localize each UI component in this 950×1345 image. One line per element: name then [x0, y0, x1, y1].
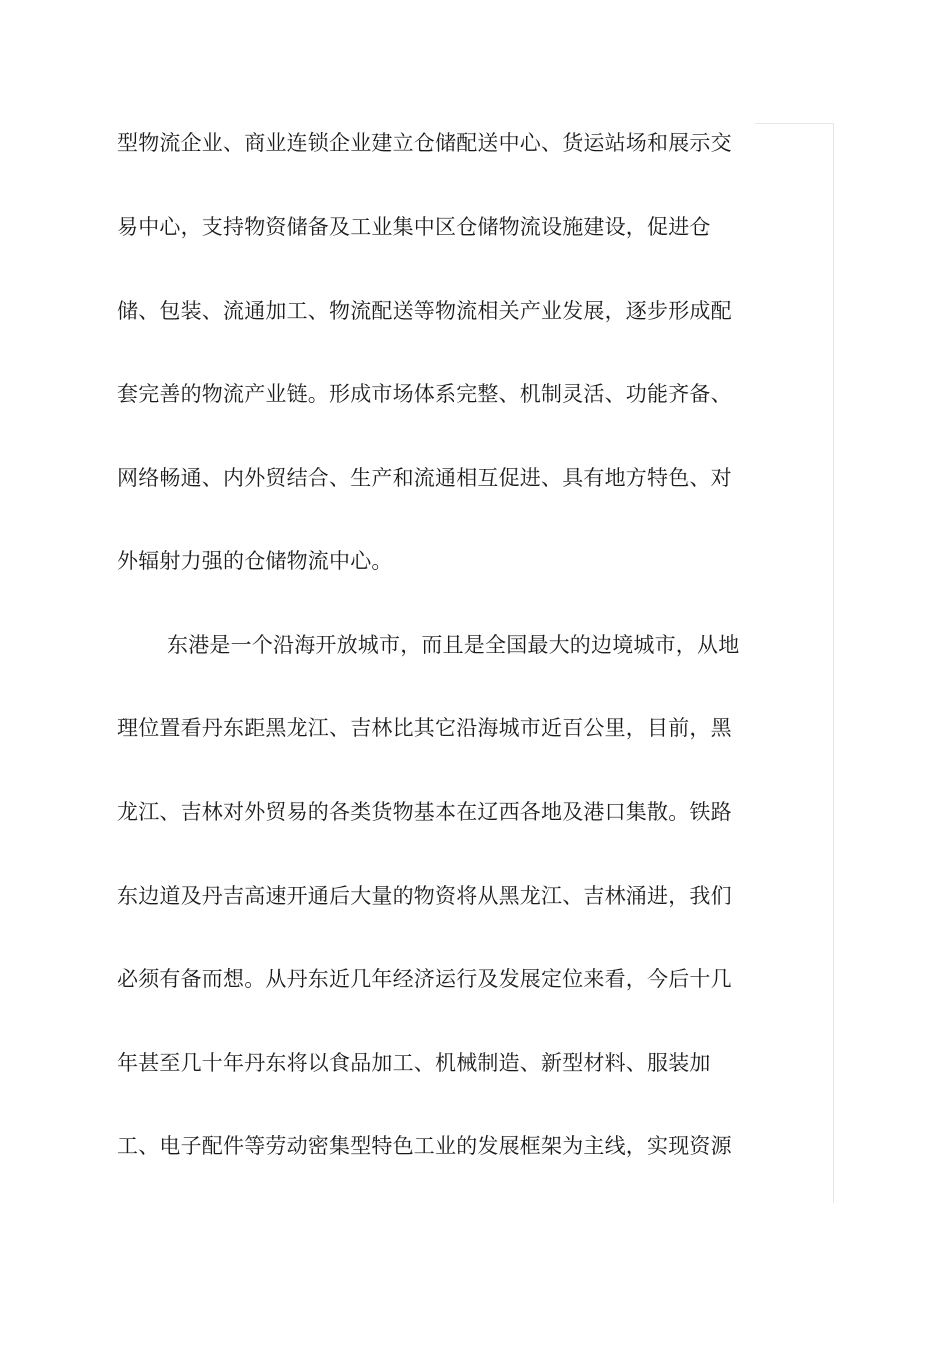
paragraph-line: 必须有备而想。从丹东近几年经济运行及发展定位来看，今后十几	[117, 967, 732, 991]
paragraph-line: 东边道及丹吉高速开通后大量的物资将从黑龙江、吉林涌进，我们	[117, 884, 732, 908]
paragraph-line: 理位置看丹东距黑龙江、吉林比其它沿海城市近百公里，目前，黑	[117, 716, 732, 740]
paragraph-line-indented: 东港是一个沿海开放城市，而且是全国最大的边境城市，从地	[167, 633, 740, 657]
paragraph-line: 龙江、吉林对外贸易的各类货物基本在辽西各地及港口集散。铁路	[117, 800, 732, 824]
page-frame-right-border	[833, 123, 834, 1203]
page-frame-top-border	[755, 123, 834, 124]
paragraph-line: 外辐射力强的仓储物流中心。	[117, 549, 393, 573]
paragraph-line: 易中心，支持物资储备及工业集中区仓储物流设施建设，促进仓	[117, 215, 711, 239]
paragraph-line: 年甚至几十年丹东将以食品加工、机械制造、新型材料、服装加	[117, 1051, 711, 1075]
paragraph-line: 储、包装、流通加工、物流配送等物流相关产业发展，逐步形成配	[117, 299, 732, 323]
paragraph-line: 网络畅通、内外贸结合、生产和流通相互促进、具有地方特色、对	[117, 466, 732, 490]
paragraph-line: 工、电子配件等劳动密集型特色工业的发展框架为主线，实现资源	[117, 1134, 732, 1158]
paragraph-line: 型物流企业、商业连锁企业建立仓储配送中心、货运站场和展示交	[117, 131, 732, 155]
paragraph-line: 套完善的物流产业链。形成市场体系完整、机制灵活、功能齐备、	[117, 382, 732, 406]
